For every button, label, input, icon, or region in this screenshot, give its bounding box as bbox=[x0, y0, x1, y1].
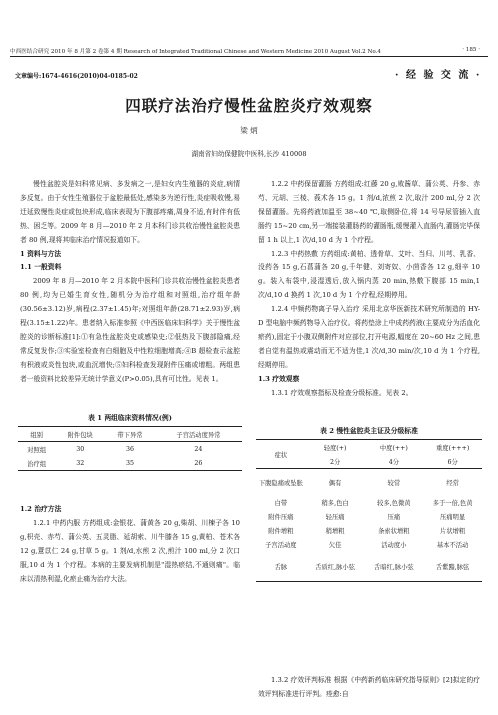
body-paragraph: 1.2.4 中频药物离子导入治疗 采用北京华医新技术研究所制造的 HY-D 型电脑中频药物导入治疗仪。将药垫涂上中成药药液(主要成分为活血化瘀药),固定于小腹双侧附件对应部位,打开电源,幅度在 20~60 Hz 之间,患者自觉有温热或震动而无不适为佳,1 次/d,30 min/次,10 d 为 1 个疗程,经期停用。 bbox=[258, 305, 480, 369]
section-heading: 1 资料与方法 bbox=[20, 249, 62, 258]
body-paragraph: 1.2.1 中药内服 方药组成:金银花、蒲黄各 20 g,柴胡、川楝子各 10 g,枳壳、赤芍、蒲公英、五灵脂、延胡索、川牛膝各 15 g,黄柏、苍术各 12 g,薏苡仁 24 g,甘草 5 g。1 剂/d,水煎 2 次,煎汁 100 ml,分 2 次口服,10 d 为 1 个疗程。本病的主要发病机制是"湿热瘀结,不通则痛"。临床以清热利湿,化瘀止痛为治疗大法。 bbox=[20, 518, 240, 583]
table-cell: 24 bbox=[194, 445, 203, 453]
journal-citation: 中西医结合研究 2010 年 8 月第 2 卷第 4 期 Research of Integrated Traditional Chinese and Western Medicine 2010 August Vol.2 No.4 bbox=[10, 49, 381, 55]
table-cell: 多于一倍,色黄 bbox=[432, 499, 473, 507]
table-cell: 条索状增粗 bbox=[378, 527, 410, 535]
right-column-lower bbox=[258, 674, 480, 702]
table-cell: 舌质红,脉小弦 bbox=[306, 551, 365, 582]
author: 梁 炳 bbox=[240, 126, 258, 135]
table-2-corner: 症状 bbox=[256, 440, 306, 469]
section-heading: 1.2 治疗方法 bbox=[20, 505, 62, 513]
left-column bbox=[20, 178, 240, 387]
table-cell: 偶有 bbox=[328, 479, 342, 487]
running-header bbox=[10, 47, 488, 55]
page-number: · 185 · bbox=[462, 47, 480, 53]
body-paragraph: 2009 年 8 月—2010 年 2 月本院中医科门诊共收治慢性盆腔炎患者 80 例,均为已婚生育女性,随机分为治疗组和对照组,治疗组年龄(30.56±3.12)岁,病程(2.37±1.45)年;对照组年龄(28.71±2.93)岁,病程(3.15±1.22)年。患者纳入标准参照《中西医临床妇科学》关于慢性盆腔炎的诊断标准[1]:①有急性盆腔炎史或感染史;②低热及下腹部隐痛,经常反复发作;③实验室检查有白细胞及中性粒细胞增高;④B 超检查示盆腔有积液或炎性包块,或血沉增快;⑤妇科检查发现附件压痛或增粗。两组患者一般资料比较差异无统计学意义(P>0.05),具有可比性。见表 1。 bbox=[20, 277, 240, 383]
table-cell: 稍多,色白 bbox=[321, 499, 349, 507]
body-paragraph: 慢性盆腔炎是妇科常见病、多发病之一,是妇女内生殖器的炎症,病情多反复。由于女性生殖器位于盆腔最低处,感染多为逆行性,炎症吸收慢,易迁延致慢性炎症或包块形成,临床表现为下腹部疼痛,周身不适,有时伴有低热、困乏等。2009 年 8 月—2010 年 2 月本科门诊共收治慢性盆腔炎患者 80 例,现将其临床治疗情况报道如下。 bbox=[20, 180, 240, 244]
table-cell: 舌脉 bbox=[256, 551, 306, 582]
table-cell: 舌暗红,脉小弦 bbox=[364, 551, 423, 582]
table-cell: 较常 bbox=[387, 479, 401, 487]
body-paragraph: 1.3.1 疗效观察指标及检查分级标准。见表 2。 bbox=[271, 388, 413, 397]
table-cell: 26 bbox=[155, 456, 242, 471]
table-cell: 附件增粗 bbox=[268, 527, 294, 535]
table-cell: 子宫活动度 bbox=[265, 541, 297, 549]
table-2-level: 轻度(+) bbox=[306, 440, 365, 455]
table-1-header-cell: 带下异常 bbox=[105, 427, 155, 442]
right-column bbox=[258, 178, 480, 401]
table-2 bbox=[256, 425, 482, 582]
table-row bbox=[256, 523, 482, 537]
table-cell: 基本不活动 bbox=[436, 541, 469, 549]
table-cell: 35 bbox=[105, 456, 155, 471]
table-cell: 稍增粗 bbox=[325, 527, 345, 535]
affiliation: 湖南省妇幼保健院中医科,长沙 410008 bbox=[191, 150, 307, 158]
table-row bbox=[256, 537, 482, 551]
table-row bbox=[256, 495, 482, 509]
table-cell: 舌紫黯,脉弦 bbox=[423, 551, 482, 582]
table-cell: 片状增粗 bbox=[440, 527, 466, 535]
table-2-level: 重度(+++) bbox=[423, 440, 482, 455]
table-2-score: 6分 bbox=[423, 454, 482, 469]
table-1-header-cell: 子宫活动度异常 bbox=[155, 427, 242, 442]
table-1-header-cell: 附件包块 bbox=[55, 427, 105, 442]
section-heading: 1.3 疗效观察 bbox=[258, 374, 300, 383]
article-number: 文章编号:1674-4616(2010)04-0185-02 bbox=[15, 73, 138, 80]
table-1-caption: 表 1 两组临床资料情况(例) bbox=[88, 414, 172, 422]
table-1-header-cell: 组别 bbox=[18, 427, 55, 442]
table-cell: 下腹隐痛或坠胀 bbox=[258, 479, 303, 487]
table-2-level: 中度(++) bbox=[364, 440, 423, 455]
table-2-grid bbox=[256, 439, 482, 582]
table-cell: 32 bbox=[55, 456, 105, 471]
table-cell: 30 bbox=[76, 445, 85, 453]
table-cell: 欠佳 bbox=[328, 541, 342, 549]
section-heading: 1.1 一般资料 bbox=[20, 263, 62, 272]
left-column-lower bbox=[20, 503, 240, 586]
table-cell: 活动度小 bbox=[381, 541, 407, 549]
body-paragraph: 1.3.2 疗效评判标准 根据《中药新药临床研究指导原则》[2]拟定的疗效评判标准进行评判。痊愈:自 bbox=[258, 676, 480, 698]
table-cell: 经常 bbox=[446, 479, 459, 487]
table-2-caption: 表 2 慢性盆腔炎主证及分级标准 bbox=[320, 427, 418, 435]
table-2-score: 2分 bbox=[306, 454, 365, 469]
body-paragraph: 1.2.3 中药热敷 方药组成:黄柏、透骨草、艾叶、当归、川芎、乳香、没药各 15 g,石菖蒲各 20 g,千年健、刘寄奴、小茴香各 12 g,细辛 10 g。装入布袋中,浸湿透后,放入锅内蒸 20 min,热敷下腹部 15 min,1 次/d,10 d 换药 1 次,10 d 为 1 个疗程,经期停用。 bbox=[258, 249, 480, 300]
article-title: 四联疗法治疗慢性盆腔炎疗效观察 bbox=[125, 96, 373, 115]
table-cell: 治疗组 bbox=[18, 456, 55, 471]
table-cell: 附件压痛 bbox=[268, 513, 294, 521]
table-row bbox=[18, 456, 242, 471]
table-cell: 轻压痛 bbox=[325, 513, 345, 521]
table-cell: 压痛明显 bbox=[440, 513, 466, 521]
table-cell: 白带 bbox=[274, 499, 288, 507]
table-row bbox=[256, 551, 482, 582]
table-2-level-row bbox=[256, 440, 482, 455]
table-cell: 36 bbox=[125, 445, 134, 453]
table-1 bbox=[18, 412, 242, 471]
header-rule bbox=[10, 56, 488, 57]
table-1-grid bbox=[18, 426, 242, 471]
table-1-header-row bbox=[18, 427, 242, 442]
table-cell: 压痛 bbox=[387, 513, 401, 521]
table-2-score: 4分 bbox=[364, 454, 423, 469]
table-row bbox=[18, 442, 242, 457]
body-paragraph: 1.2.2 中药保留灌肠 方药组成:红藤 20 g,败酱草、蒲公英、丹参、赤芍、元胡、三棱、莪术各 15 g。1 剂/d,浓煎 2 次,取汁 200 ml,分 2 次保留灌肠。先将药液加温至 38~40 ℃,取侧卧位,将 14 号导尿管插入直肠约 15~20 cm,另一端接装灌肠药的灌肠瓶,缓慢灌入直肠内,灌肠完毕保留 1 h 以上,1 次/d,10 d 为 1 个疗程。 bbox=[258, 180, 480, 244]
section-tag: · 经 验 交 流 · bbox=[395, 70, 482, 81]
table-cell: 对照组 bbox=[27, 446, 47, 454]
table-row bbox=[256, 509, 482, 523]
table-row bbox=[256, 469, 482, 496]
table-cell: 较多,色微黄 bbox=[377, 499, 411, 507]
